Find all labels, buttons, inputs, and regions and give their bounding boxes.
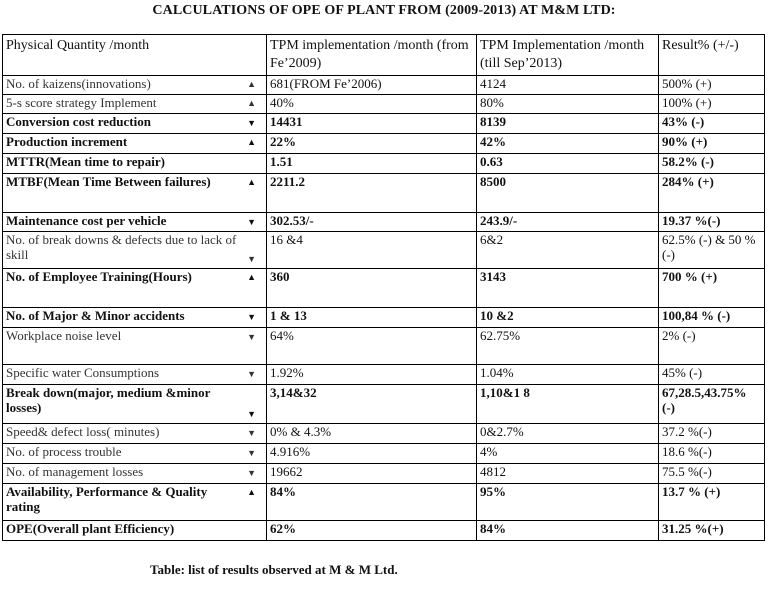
table-cell <box>659 232 765 269</box>
cell-quantity: Workplace noise level <box>6 328 122 343</box>
table-cell <box>477 95 659 114</box>
table-cell <box>477 328 659 365</box>
table-cell <box>659 114 765 134</box>
cell-before: 64% <box>270 328 294 343</box>
arrow-down-icon: ▼ <box>247 369 256 379</box>
table-cell <box>267 154 477 174</box>
cell-result: 13.7 % (+) <box>662 484 721 499</box>
cell-before: 1.92% <box>270 365 304 380</box>
cell-before: 84% <box>270 484 296 499</box>
cell-after: 0.63 <box>480 154 503 169</box>
cell-before: 1.51 <box>270 154 293 169</box>
cell-quantity: No. of management losses <box>6 464 144 479</box>
table-cell <box>659 444 765 464</box>
cell-after: 243.9/- <box>480 213 518 228</box>
table-cell <box>477 365 659 385</box>
cell-result: 31.25 %(+) <box>662 521 724 536</box>
cell-quantity: Production increment <box>6 134 128 149</box>
table-row <box>3 269 765 308</box>
cell-before: 19662 <box>270 464 303 479</box>
table-cell <box>477 424 659 444</box>
table-cell <box>3 95 267 114</box>
table-cell <box>659 269 765 308</box>
cell-result: 67,28.5,43.75% (-) <box>662 385 747 415</box>
table-cell <box>3 154 267 174</box>
table-row <box>3 464 765 484</box>
table-cell <box>267 424 477 444</box>
arrow-down-icon: ▼ <box>247 332 256 342</box>
table-row <box>3 213 765 232</box>
arrow-up-icon: ▲ <box>247 79 256 89</box>
cell-after: 6&2 <box>480 232 504 247</box>
table-cell <box>477 269 659 308</box>
table-cell <box>267 365 477 385</box>
arrow-down-icon: ▼ <box>247 409 256 419</box>
cell-result: 43% (-) <box>662 114 705 129</box>
cell-before: 2211.2 <box>270 174 306 189</box>
table-cell <box>267 464 477 484</box>
cell-quantity: Break down(major, medium &minor losses) <box>6 385 211 415</box>
arrow-up-icon: ▲ <box>247 98 256 108</box>
cell-before: 302.53/- <box>270 213 314 228</box>
cell-quantity: No. of process trouble <box>6 444 122 459</box>
table-cell <box>267 484 477 521</box>
cell-quantity: No. of Employee Training(Hours) <box>6 269 192 284</box>
table-row <box>3 424 765 444</box>
table-cell <box>267 521 477 541</box>
cell-before: 14431 <box>270 114 303 129</box>
cell-after: 1,10&1 8 <box>480 385 530 400</box>
table-cell <box>659 308 765 328</box>
arrow-up-icon: ▲ <box>247 177 256 187</box>
cell-result: 62.5% (-) & 50 % (-) <box>662 232 756 262</box>
table-cell <box>477 444 659 464</box>
table-cell <box>267 114 477 134</box>
table-row <box>3 328 765 365</box>
cell-result: 700 % (+) <box>662 269 718 284</box>
table-cell <box>3 444 267 464</box>
table-cell <box>477 232 659 269</box>
table-cell <box>477 385 659 424</box>
cell-quantity: OPE(Overall plant Efficiency) <box>6 521 175 536</box>
arrow-down-icon: ▼ <box>247 468 256 478</box>
table-cell <box>3 385 267 424</box>
cell-result: 2% (-) <box>662 328 696 343</box>
cell-quantity: Availability, Performance & Quality rating <box>6 484 208 514</box>
table-cell <box>3 424 267 444</box>
results-table <box>2 34 765 541</box>
table-cell <box>267 232 477 269</box>
cell-result: 100% (+) <box>662 95 712 110</box>
table-cell <box>659 365 765 385</box>
table-row <box>3 154 765 174</box>
arrow-up-icon: ▲ <box>247 487 256 497</box>
table-cell <box>659 174 765 213</box>
table-cell <box>477 521 659 541</box>
table-cell <box>3 328 267 365</box>
table-cell <box>267 95 477 114</box>
table-row <box>3 76 765 95</box>
cell-before: 360 <box>270 269 290 284</box>
table-cell <box>3 365 267 385</box>
cell-quantity: 5-s score strategy Implement <box>6 95 157 110</box>
table-row <box>3 385 765 424</box>
table-row <box>3 521 765 541</box>
cell-after: 8500 <box>480 174 506 189</box>
cell-after: 62.75% <box>480 328 521 343</box>
table-cell <box>477 308 659 328</box>
cell-result: 500% (+) <box>662 76 712 91</box>
cell-after: 84% <box>480 521 506 536</box>
arrow-down-icon: ▼ <box>247 217 256 227</box>
table-cell <box>477 174 659 213</box>
cell-after: 4812 <box>480 464 506 479</box>
table-cell <box>267 213 477 232</box>
cell-quantity: Conversion cost reduction <box>6 114 151 129</box>
table-cell <box>659 424 765 444</box>
cell-before: 40% <box>270 95 294 110</box>
cell-after: 8139 <box>480 114 506 129</box>
cell-quantity: MTBF(Mean Time Between failures) <box>6 174 211 189</box>
cell-before: 4.916% <box>270 444 311 459</box>
table-cell <box>477 154 659 174</box>
table-cell <box>3 174 267 213</box>
header-quantity: Physical Quantity /month <box>3 35 267 76</box>
table-row <box>3 308 765 328</box>
header-before: TPM implementation /month (from Fe’2009) <box>267 35 477 76</box>
table-row <box>3 444 765 464</box>
table-cell <box>659 385 765 424</box>
cell-result: 19.37 %(-) <box>662 213 721 228</box>
table-cell <box>477 213 659 232</box>
cell-result: 75.5 %(-) <box>662 464 712 479</box>
cell-quantity: Speed& defect loss( minutes) <box>6 424 160 439</box>
table-cell <box>267 385 477 424</box>
table-caption: Table: list of results observed at M & M Ltd. <box>150 562 398 577</box>
table-cell <box>659 154 765 174</box>
table-cell <box>3 308 267 328</box>
arrow-down-icon: ▼ <box>247 254 256 264</box>
table-cell <box>3 521 267 541</box>
cell-before: 16 &4 <box>270 232 303 247</box>
arrow-down-icon: ▼ <box>247 118 256 128</box>
table-row <box>3 114 765 134</box>
cell-quantity: No. of break downs & defects due to lack of skill <box>6 232 237 262</box>
table-cell <box>3 232 267 269</box>
table-cell <box>659 134 765 154</box>
cell-after: 1.04% <box>480 365 514 380</box>
cell-after: 80% <box>480 95 504 110</box>
table-cell <box>477 134 659 154</box>
cell-after: 3143 <box>480 269 506 284</box>
cell-after: 0&2.7% <box>480 424 524 439</box>
table-cell <box>3 464 267 484</box>
table-cell <box>659 484 765 521</box>
table-row <box>3 484 765 521</box>
table-cell <box>267 269 477 308</box>
arrow-up-icon: ▲ <box>247 272 256 282</box>
arrow-up-icon: ▲ <box>247 137 256 147</box>
cell-result: 18.6 %(-) <box>662 444 712 459</box>
cell-result: 37.2 %(-) <box>662 424 712 439</box>
table-cell <box>477 484 659 521</box>
cell-after: 42% <box>480 134 506 149</box>
cell-after: 4% <box>480 444 498 459</box>
table-cell <box>659 213 765 232</box>
table-cell <box>659 95 765 114</box>
cell-before: 0% & 4.3% <box>270 424 332 439</box>
arrow-down-icon: ▼ <box>247 312 256 322</box>
cell-after: 10 &2 <box>480 308 514 323</box>
table-row <box>3 134 765 154</box>
table-header-row <box>3 35 765 76</box>
table-cell <box>3 269 267 308</box>
table-cell <box>3 76 267 95</box>
table-cell <box>3 114 267 134</box>
table-cell <box>659 521 765 541</box>
table-cell <box>659 76 765 95</box>
table-cell <box>267 76 477 95</box>
cell-before: 22% <box>270 134 296 149</box>
table-row <box>3 365 765 385</box>
table-cell <box>3 213 267 232</box>
table-cell <box>3 134 267 154</box>
cell-quantity: Specific water Consumptions <box>6 365 160 380</box>
arrow-down-icon: ▼ <box>247 448 256 458</box>
header-after: TPM Implementation /month (till Sep’2013) <box>477 35 659 76</box>
table-cell <box>3 484 267 521</box>
cell-after: 4124 <box>480 76 506 91</box>
cell-result: 45% (-) <box>662 365 703 380</box>
table-row <box>3 95 765 114</box>
cell-after: 95% <box>480 484 506 499</box>
header-result: Result% (+/-) <box>659 35 765 76</box>
table-cell <box>659 328 765 365</box>
table-cell <box>267 174 477 213</box>
cell-result: 90% (+) <box>662 134 708 149</box>
document-title: CALCULATIONS OF OPE OF PLANT FROM (2009-2013) AT M&M LTD: <box>152 3 616 18</box>
cell-quantity: No. of Major & Minor accidents <box>6 308 185 323</box>
table-row <box>3 232 765 269</box>
cell-result: 100,84 % (-) <box>662 308 731 323</box>
cell-before: 62% <box>270 521 296 536</box>
table-cell <box>477 464 659 484</box>
cell-before: 1 & 13 <box>270 308 307 323</box>
cell-before: 681(FROM Fe’2006) <box>270 76 382 91</box>
cell-result: 284% (+) <box>662 174 714 189</box>
table-cell <box>267 444 477 464</box>
cell-before: 3,14&32 <box>270 385 317 400</box>
cell-quantity: Maintenance cost per vehicle <box>6 213 167 228</box>
table-cell <box>267 328 477 365</box>
table-cell <box>659 464 765 484</box>
table-cell <box>477 114 659 134</box>
table-cell <box>267 308 477 328</box>
cell-quantity: No. of kaizens(innovations) <box>6 76 151 91</box>
table-cell <box>267 134 477 154</box>
table-row <box>3 174 765 213</box>
cell-quantity: MTTR(Mean time to repair) <box>6 154 165 169</box>
cell-result: 58.2% (-) <box>662 154 714 169</box>
arrow-down-icon: ▼ <box>247 428 256 438</box>
table-cell <box>477 76 659 95</box>
